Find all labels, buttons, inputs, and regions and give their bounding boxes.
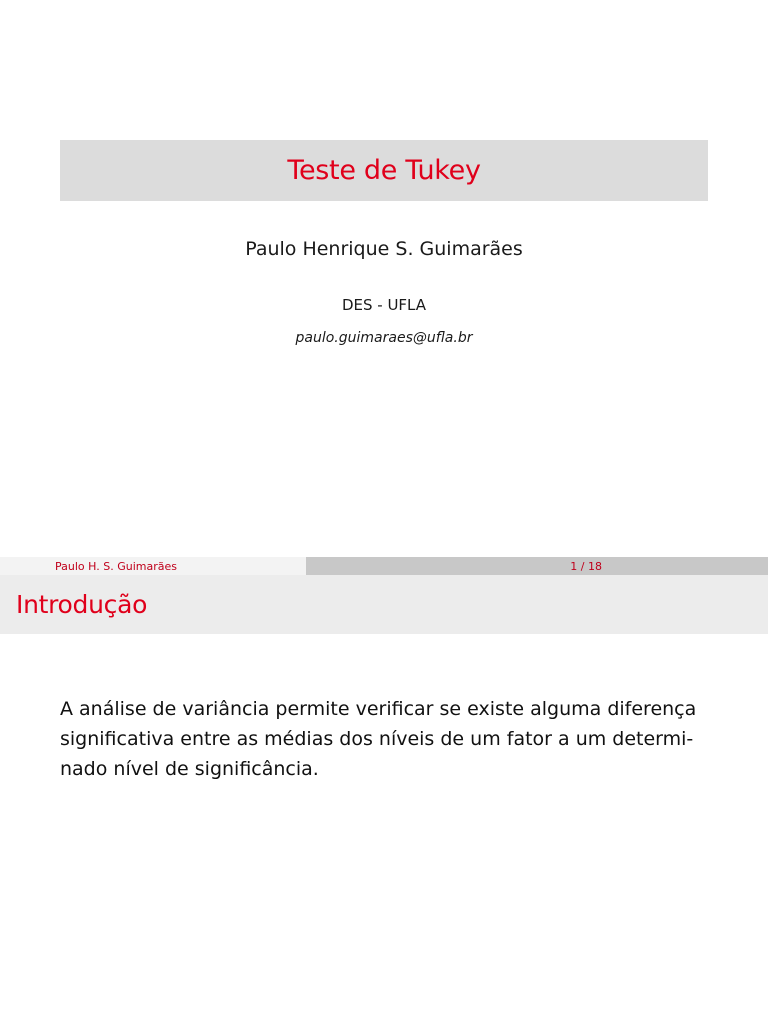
body-line: A análise de variância permite verificar se existe alguma diferença [60,698,697,720]
body-paragraph [60,694,708,784]
author-name: Paulo Henrique S. Guimarães [245,238,523,260]
frame-title: Introdução [16,590,148,619]
footer-right [306,557,768,575]
page-number: 1 / 18 [570,559,602,573]
footer-author: Paulo H. S. Guimarães [55,559,177,573]
body-line: significativa entre as médias dos níveis de um fator a um determi- [60,728,694,750]
institute: DES - UFLA [341,296,427,314]
body-line: nado nível de significância. [60,758,319,780]
slide-footer [0,557,768,575]
frame-title-bar [0,575,768,634]
footer-left [0,557,306,575]
title-box [60,140,708,201]
presentation-title: Teste de Tukey [287,155,481,186]
author-email: paulo.guimaraes@ufla.br [295,330,473,346]
